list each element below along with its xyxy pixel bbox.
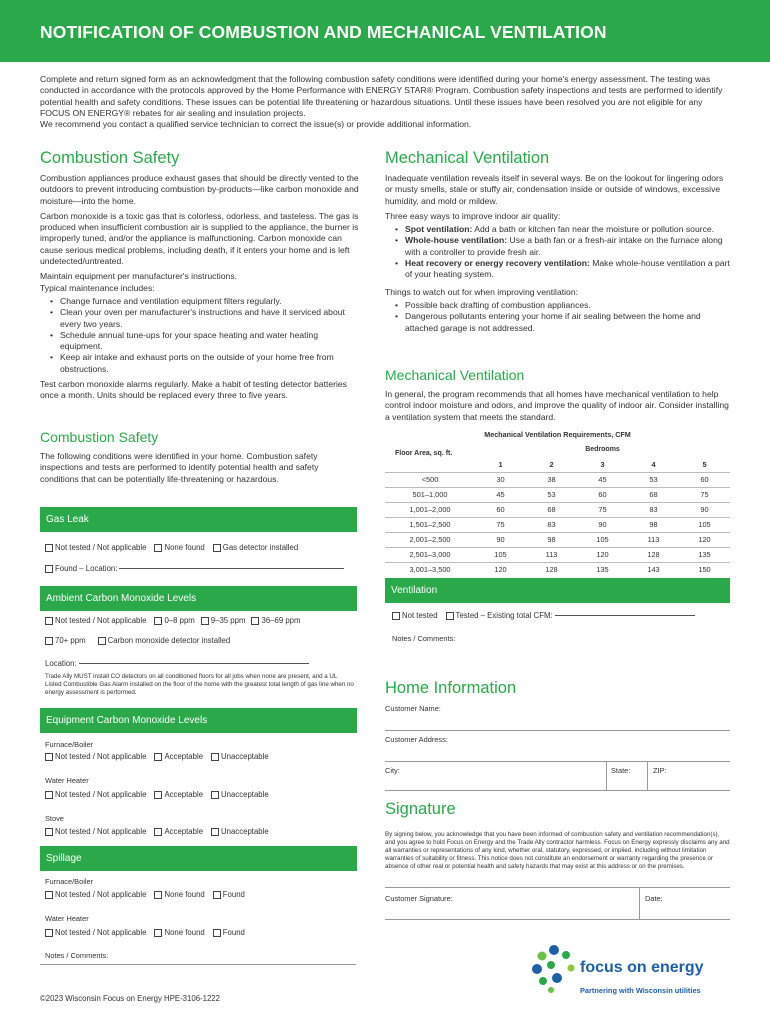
cfm-cell: 83	[547, 520, 556, 529]
combustion-p3: Maintain equipment per manufacturer's instructions.	[40, 271, 238, 282]
customer-name-label: Customer Name:	[385, 704, 441, 713]
vent-table-caption: Mechanical Ventilation Requirements, CFM	[484, 430, 631, 439]
option-label: Unacceptable	[221, 827, 269, 836]
customer-name-field[interactable]	[385, 730, 730, 731]
option-label: Gas detector installed	[222, 543, 299, 552]
gas-none-found-option[interactable]	[154, 543, 204, 552]
combustion-p1: Combustion appliances produce exhaust gases that should be directly vented to the outdoors to prevent introducing combustion by-products—like carbon monoxide and moisture—into the home.	[40, 173, 359, 206]
equipment-co-bar: Equipment Carbon Monoxide Levels	[40, 708, 357, 733]
tip-title: Spot ventilation:	[405, 224, 473, 235]
checkbox[interactable]	[211, 753, 219, 761]
gas-found-option[interactable]	[45, 564, 344, 573]
option-label: Not tested / Not applicable	[55, 790, 147, 799]
option-label: 9–35 ppm	[210, 616, 246, 625]
checkbox[interactable]	[251, 617, 259, 625]
option-label: Carbon monoxide detector installed	[107, 636, 231, 645]
mechanical-p3: Things to watch out for when improving ventilation:	[385, 286, 578, 297]
spillage-notes-field[interactable]	[40, 964, 356, 965]
option-label: Found – Location:	[55, 564, 118, 573]
cfm-cell: 105	[596, 535, 609, 544]
area-header: Floor Area, sq. ft.	[395, 450, 453, 457]
checkbox[interactable]	[45, 929, 53, 937]
option-label: None found	[164, 890, 205, 899]
checkbox[interactable]	[392, 612, 400, 620]
divider	[647, 761, 648, 790]
ventilation-table	[385, 442, 730, 577]
list-item	[395, 224, 730, 235]
city-state-zip-field[interactable]	[385, 790, 730, 791]
cfm-cell: 113	[545, 550, 558, 559]
ambient-location-field[interactable]	[45, 659, 309, 668]
option-label: 0–8 ppm	[164, 616, 195, 625]
logo-tagline: Partnering with Wisconsin utilities	[580, 986, 701, 995]
tip-text: Make whole-house ventilation a part of your heating system.	[405, 258, 730, 280]
option-label: Not tested / Not applicable	[55, 752, 147, 761]
vent-notes-label: Notes / Comments:	[392, 634, 456, 643]
ventilation-tips-list	[395, 224, 730, 280]
area-cell: 1,001–2,000	[409, 505, 451, 514]
equip-stove-options	[45, 827, 277, 836]
list-item: • Keep air intake and exhaust ports on the outside of your home free from obstructions.	[50, 352, 362, 375]
found-option[interactable]	[213, 928, 245, 937]
mechanical-p2: Three easy ways to improve indoor air quality:	[385, 210, 561, 221]
cfm-cell: 53	[649, 475, 658, 484]
not-tested-option[interactable]	[45, 752, 146, 761]
bedrooms-header: Bedrooms	[585, 446, 620, 453]
cfm-cell: 120	[494, 565, 507, 575]
ventilation-bar: Ventilation	[385, 578, 730, 603]
signature-disclaimer: By signing below, you acknowledge that you have been informed of combustion safety and ventilation recommendation(s), and you agree to hold Focus on Energy and the Trade Ally contractor harmless. Focus on Energy expressly disclaims any and all warranties or representations of any kind, whether oral, statutory, expressed, or implied, including without limitation warranties of suitability or fitness. This notice does not constitute an endorsement or warranty regarding the presence or absence of other real or potential health and safety hazards that may exist at this address or on the premises.	[385, 831, 730, 870]
title-banner	[0, 0, 770, 62]
cfm-cell: 75	[700, 490, 709, 499]
option-label: 70+ ppm	[55, 636, 86, 645]
equip-stove-label: Stove	[45, 814, 64, 823]
cfm-cell: 98	[649, 520, 658, 529]
home-info-heading: Home Information	[385, 679, 517, 697]
checkbox[interactable]	[213, 544, 221, 552]
combustion-heading: Combustion Safety	[40, 149, 180, 167]
spill-water-heater-options	[45, 928, 253, 937]
area-cell: 2,001–2,500	[409, 535, 451, 544]
mechanical-info	[385, 173, 730, 334]
bedroom-count-header: 4	[651, 459, 656, 469]
cfm-cell: 30	[496, 475, 505, 484]
city-label: City:	[385, 766, 400, 775]
trade-ally-note: Trade Ally MUST install CO detectors on all conditioned floors for all jobs when none are present, and a UL Listed Combustible Gas Alarm installed on the floor of the home with the greatest total length of gas line when no energy assessment is performed.	[45, 673, 354, 696]
checkbox[interactable]	[154, 617, 162, 625]
option-label: Unacceptable	[221, 790, 269, 799]
ambient-70-plus-option[interactable]	[45, 636, 86, 645]
combustion-p4: Typical maintenance includes:	[40, 282, 155, 293]
cfm-cell: 143	[647, 565, 660, 575]
checkbox[interactable]	[201, 617, 209, 625]
checkbox[interactable]	[154, 544, 162, 552]
gas-not-tested-option[interactable]	[45, 543, 146, 552]
focus-on-energy-logo-icon	[529, 944, 579, 994]
cfm-cell: 135	[596, 565, 609, 575]
list-item: • Change furnace and ventilation equipment filters regularly.	[50, 296, 362, 307]
cfm-cell: 75	[496, 520, 505, 529]
state-label: State:	[611, 766, 631, 775]
area-cell: 2,501–3,000	[409, 550, 451, 559]
spill-water-heater-label: Water Heater	[45, 914, 89, 923]
mechanical-p1: Inadequate ventilation reveals itself in several ways. Be on the lookout for lingering odors or musty smells, stale or stuffy air, condensation inside or outside of windows, excessive humidity, and mold or mildew.	[385, 173, 724, 206]
maintenance-list	[50, 296, 362, 375]
none-found-option[interactable]	[154, 928, 204, 937]
checkbox[interactable]	[45, 753, 53, 761]
co-detector-option[interactable]	[98, 636, 231, 645]
unacceptable-option[interactable]	[211, 752, 269, 761]
cfm-cell: 45	[598, 475, 607, 484]
ventilation-options	[392, 611, 703, 620]
cfm-cell: 135	[698, 550, 711, 559]
cfm-cell: 120	[596, 550, 609, 559]
area-cell: 1,501–2,500	[409, 520, 451, 529]
checkbox[interactable]	[213, 891, 221, 899]
option-label: Found	[222, 890, 245, 899]
equip-water-heater-label: Water Heater	[45, 776, 89, 785]
acceptable-option[interactable]	[154, 790, 203, 799]
ambient-9-35-option[interactable]	[201, 616, 246, 625]
option-label: Acceptable	[164, 827, 204, 836]
option-label: None found	[164, 928, 205, 937]
signature-field[interactable]	[385, 919, 730, 920]
divider	[385, 887, 730, 888]
option-label: Acceptable	[164, 790, 204, 799]
spillage-bar: Spillage	[40, 846, 357, 871]
option-label: Found	[222, 928, 245, 937]
equip-furnace-label: Furnace/Boiler	[45, 740, 94, 749]
table-row	[385, 472, 730, 487]
spillage-notes-label: Notes / Comments:	[45, 951, 109, 960]
combustion-conditions-text: The following conditions were identified in your home. Combustion safety inspections and tests are performed to identify potential health and safety conditions that can be potentially life-threatening or hazardous.	[40, 451, 319, 484]
area-cell: <500	[421, 475, 439, 484]
cfm-cell: 68	[649, 490, 658, 499]
cfm-cell: 45	[496, 490, 505, 499]
customer-address-field[interactable]	[385, 761, 730, 762]
checkbox[interactable]	[446, 612, 454, 620]
option-label: Not tested / Not applicable	[55, 890, 147, 899]
spill-furnace-label: Furnace/Boiler	[45, 877, 94, 886]
ambient-co-bar: Ambient Carbon Monoxide Levels	[40, 586, 357, 611]
not-tested-option[interactable]	[45, 827, 146, 836]
vent-tested-option[interactable]	[446, 611, 695, 620]
checkbox[interactable]	[45, 791, 53, 799]
vent-table-wrap	[385, 442, 730, 577]
mechanical-req-heading: Mechanical Ventilation	[385, 367, 525, 383]
cfm-cell: 83	[649, 505, 658, 514]
mechanical-req-text: In general, the program recommends that all homes have mechanical ventilation to help control indoor moisture and odors, and improve the quality of indoor air. Consider installing a ventilation system that meets the standard.	[385, 389, 729, 422]
intro-text	[40, 74, 730, 130]
option-label: Not tested / Not applicable	[55, 928, 147, 937]
unacceptable-option[interactable]	[211, 827, 269, 836]
tip-text: Use a bath fan or a fresh-air intake on the furnace along with a controller to provide fresh air.	[405, 235, 723, 257]
cfm-cell: 53	[547, 490, 556, 499]
gas-detector-option[interactable]	[213, 543, 298, 552]
cfm-cell: 150	[698, 565, 711, 575]
checkbox[interactable]	[45, 617, 53, 625]
list-item: • Schedule annual tune-ups for your space heating and water heating equipment.	[50, 330, 362, 353]
not-tested-option[interactable]	[45, 790, 146, 799]
area-cell: 501–1,000	[412, 490, 448, 499]
option-label: Acceptable	[164, 752, 204, 761]
checkbox[interactable]	[211, 828, 219, 836]
area-cell: 3,001–3,500	[409, 565, 451, 575]
equip-water-heater-options	[45, 790, 277, 799]
location-blank[interactable]	[79, 663, 309, 664]
list-item: • Possible back drafting of combustion appliances.	[395, 300, 730, 311]
logo-wordmark: focus on energy	[580, 959, 704, 976]
checkbox[interactable]	[154, 828, 162, 836]
found-option[interactable]	[213, 890, 245, 899]
option-label: None found	[164, 543, 205, 552]
cfm-cell: 120	[698, 535, 711, 544]
cfm-cell: 105	[698, 520, 711, 529]
checkbox[interactable]	[45, 637, 53, 645]
list-item	[395, 235, 730, 258]
list-item: • Clean your oven per manufacturer's instructions and have it serviced about every two years.	[50, 307, 362, 330]
date-label: Date:	[645, 894, 663, 903]
vent-not-tested-option[interactable]	[392, 611, 438, 620]
signature-heading: Signature	[385, 800, 456, 818]
option-label: Tested – Existing total CFM:	[455, 611, 553, 620]
list-item: • Dangerous pollutants entering your home if air sealing between the home and attached garage is not addressed.	[395, 311, 730, 334]
equip-furnace-options	[45, 752, 277, 761]
combustion-p5: Test carbon monoxide alarms regularly. Make a habit of testing detector batteries once a month. Units should be replaced every three to five years.	[40, 379, 347, 401]
not-tested-option[interactable]	[45, 890, 146, 899]
combustion-p2: Carbon monoxide is a toxic gas that is colorless, odorless, and tasteless. The gas is produced when insufficient combustion air is supplied to the appliance, the burner is improperly tuned, and/or the appliance is malfunctioning. Carbon monoxide can cause serious medical problems, including death, if it enters your home and is left undetected/untreated.	[40, 210, 359, 267]
list-item	[395, 258, 730, 281]
combustion-info	[40, 173, 362, 406]
zip-label: ZIP:	[653, 766, 667, 775]
cfm-cell: 90	[598, 520, 607, 529]
divider	[606, 761, 607, 790]
cfm-cell: 60	[598, 490, 607, 499]
cfm-cell: 60	[700, 475, 709, 484]
gas-location-field[interactable]	[119, 568, 344, 569]
cfm-field[interactable]	[555, 615, 695, 616]
checkbox[interactable]	[154, 791, 162, 799]
intro-recommendation: We recommend you contact a qualified service technician to correct the issue(s) or provide additional information.	[40, 119, 472, 130]
none-found-option[interactable]	[154, 890, 204, 899]
spill-furnace-options	[45, 890, 253, 899]
gas-leak-bar: Gas Leak	[40, 507, 357, 532]
option-label: Not tested / Not applicable	[55, 827, 147, 836]
mechanical-heading: Mechanical Ventilation	[385, 149, 550, 167]
customer-signature-label: Customer Signature:	[385, 894, 453, 903]
intro-paragraph: Complete and return signed form as an acknowledgment that the following combustion safety conditions were identified during your home's energy assessment. The testing was conducted in accordance with the protocols approved by the Home Performance with ENERGY STAR® Program. Combustion safety inspections and tests are performed to identify potential health and safety conditions. These issues can be potential life threatening or hazardous situations. Until these issues have been resolved you are not eligible for any FOCUS ON ENERGY® rebates for air sealing and insulation projects.	[40, 74, 723, 118]
divider	[639, 887, 640, 919]
tip-title: Whole-house ventilation:	[405, 235, 508, 246]
bedroom-count-header: 1	[498, 459, 503, 469]
footer-copyright: ©2023 Wisconsin Focus on Energy HPE-3106-1222	[40, 994, 220, 1003]
option-label: Not tested	[402, 611, 438, 620]
ambient-0-8-option[interactable]	[154, 616, 194, 625]
gas-leak-options	[45, 543, 306, 552]
tip-text: Add a bath or kitchen fan near the moisture or pollution source.	[472, 224, 715, 235]
option-label: Not tested / Not applicable	[55, 543, 147, 552]
bedroom-count-header: 2	[549, 459, 554, 469]
option-label: Unacceptable	[221, 752, 269, 761]
checkbox[interactable]	[45, 544, 53, 552]
cfm-cell: 90	[496, 535, 505, 544]
cfm-cell: 128	[545, 565, 558, 575]
unacceptable-option[interactable]	[211, 790, 269, 799]
ambient-co-options	[45, 616, 309, 625]
cfm-cell: 128	[647, 550, 660, 559]
acceptable-option[interactable]	[154, 752, 203, 761]
acceptable-option[interactable]	[154, 827, 203, 836]
cfm-cell: 105	[494, 550, 507, 559]
checkbox[interactable]	[154, 891, 162, 899]
checkbox[interactable]	[211, 791, 219, 799]
cfm-cell: 75	[598, 505, 607, 514]
bedroom-count-header: 5	[702, 459, 707, 469]
checkbox[interactable]	[154, 929, 162, 937]
checkbox[interactable]	[45, 891, 53, 899]
checkbox[interactable]	[213, 929, 221, 937]
table-row	[385, 562, 730, 577]
table-row	[385, 532, 730, 547]
watch-out-list	[395, 300, 730, 334]
ambient-co-options-2	[45, 636, 238, 645]
table-row	[385, 547, 730, 562]
ambient-not-tested-option[interactable]	[45, 616, 146, 625]
cfm-cell: 68	[547, 505, 556, 514]
combustion-conditions-heading: Combustion Safety	[40, 429, 159, 445]
cfm-cell: 38	[547, 475, 556, 484]
customer-address-label: Customer Address:	[385, 735, 448, 744]
tip-title: Heat recovery or energy recovery ventilation:	[405, 258, 590, 269]
table-row	[385, 502, 730, 517]
checkbox[interactable]	[154, 753, 162, 761]
cfm-cell: 90	[700, 505, 709, 514]
checkbox[interactable]	[45, 565, 53, 573]
option-label: 36–69 ppm	[261, 616, 301, 625]
location-label: Location:	[45, 659, 77, 668]
table-row	[385, 517, 730, 532]
bedroom-count-header: 3	[600, 459, 605, 469]
table-row	[385, 487, 730, 502]
checkbox[interactable]	[98, 637, 106, 645]
not-tested-option[interactable]	[45, 928, 146, 937]
option-label: Not tested / Not applicable	[55, 616, 147, 625]
page-title: NOTIFICATION OF COMBUSTION AND MECHANICAL VENTILATION	[40, 22, 607, 42]
checkbox[interactable]	[45, 828, 53, 836]
cfm-cell: 98	[547, 535, 556, 544]
ambient-36-69-option[interactable]	[251, 616, 300, 625]
cfm-cell: 60	[496, 505, 505, 514]
cfm-cell: 113	[647, 535, 660, 544]
